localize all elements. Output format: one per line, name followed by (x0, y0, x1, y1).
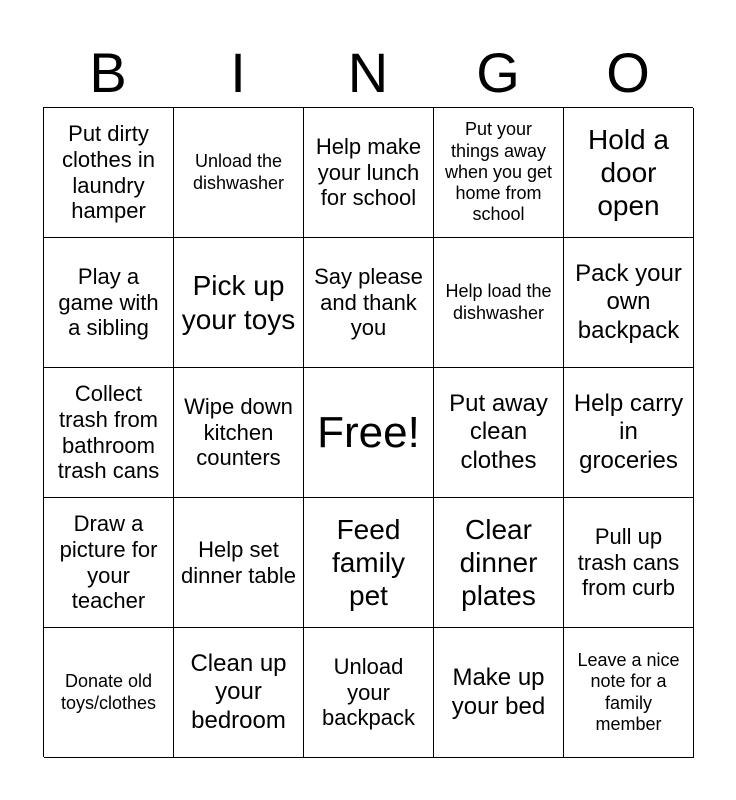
bingo-cell-r4-c4[interactable]: Clear dinner plates (434, 498, 564, 628)
header-letter-n: N (347, 41, 389, 104)
bingo-cell-r2-c1[interactable]: Play a game with a sibling (44, 238, 174, 368)
bingo-cell-r1-c1[interactable]: Put dirty clothes in laundry hamper (44, 108, 174, 238)
bingo-board (43, 107, 693, 757)
bingo-cell-r3-c1[interactable]: Collect trash from bathroom trash cans (44, 368, 174, 498)
bingo-cell-r4-c2[interactable]: Help set dinner table (174, 498, 304, 628)
bingo-cell-r4-c1[interactable]: Draw a picture for your teacher (44, 498, 174, 628)
bingo-cell-r5-c4[interactable]: Make up your bed (434, 628, 564, 758)
bingo-cell-r1-c3[interactable]: Help make your lunch for school (304, 108, 434, 238)
bingo-cell-r1-c2[interactable]: Unload the dishwasher (174, 108, 304, 238)
bingo-cell-free[interactable]: Free! (304, 368, 434, 498)
bingo-cell-r2-c5[interactable]: Pack your own backpack (564, 238, 694, 368)
bingo-cell-r5-c3[interactable]: Unload your backpack (304, 628, 434, 758)
bingo-cell-r2-c2[interactable]: Pick up your toys (174, 238, 304, 368)
bingo-cell-r4-c3[interactable]: Feed family pet (304, 498, 434, 628)
bingo-cell-r5-c5[interactable]: Leave a nice note for a family member (564, 628, 694, 758)
bingo-cell-r2-c3[interactable]: Say please and thank you (304, 238, 434, 368)
header-letter-o: O (606, 41, 650, 104)
header-letter-i: I (230, 41, 246, 104)
bingo-cell-r4-c5[interactable]: Pull up trash cans from curb (564, 498, 694, 628)
bingo-cell-r5-c2[interactable]: Clean up your bedroom (174, 628, 304, 758)
bingo-header (43, 40, 693, 106)
header-letter-g: G (476, 41, 520, 104)
bingo-cell-r3-c4[interactable]: Put away clean clothes (434, 368, 564, 498)
bingo-cell-r3-c2[interactable]: Wipe down kitchen counters (174, 368, 304, 498)
bingo-cell-r1-c4[interactable]: Put your things away when you get home from school (434, 108, 564, 238)
bingo-cell-r3-c5[interactable]: Help carry in groceries (564, 368, 694, 498)
header-letter-b: B (89, 41, 127, 104)
bingo-cell-r2-c4[interactable]: Help load the dishwasher (434, 238, 564, 368)
bingo-cell-r5-c1[interactable]: Donate old toys/clothes (44, 628, 174, 758)
bingo-cell-r1-c5[interactable]: Hold a door open (564, 108, 694, 238)
